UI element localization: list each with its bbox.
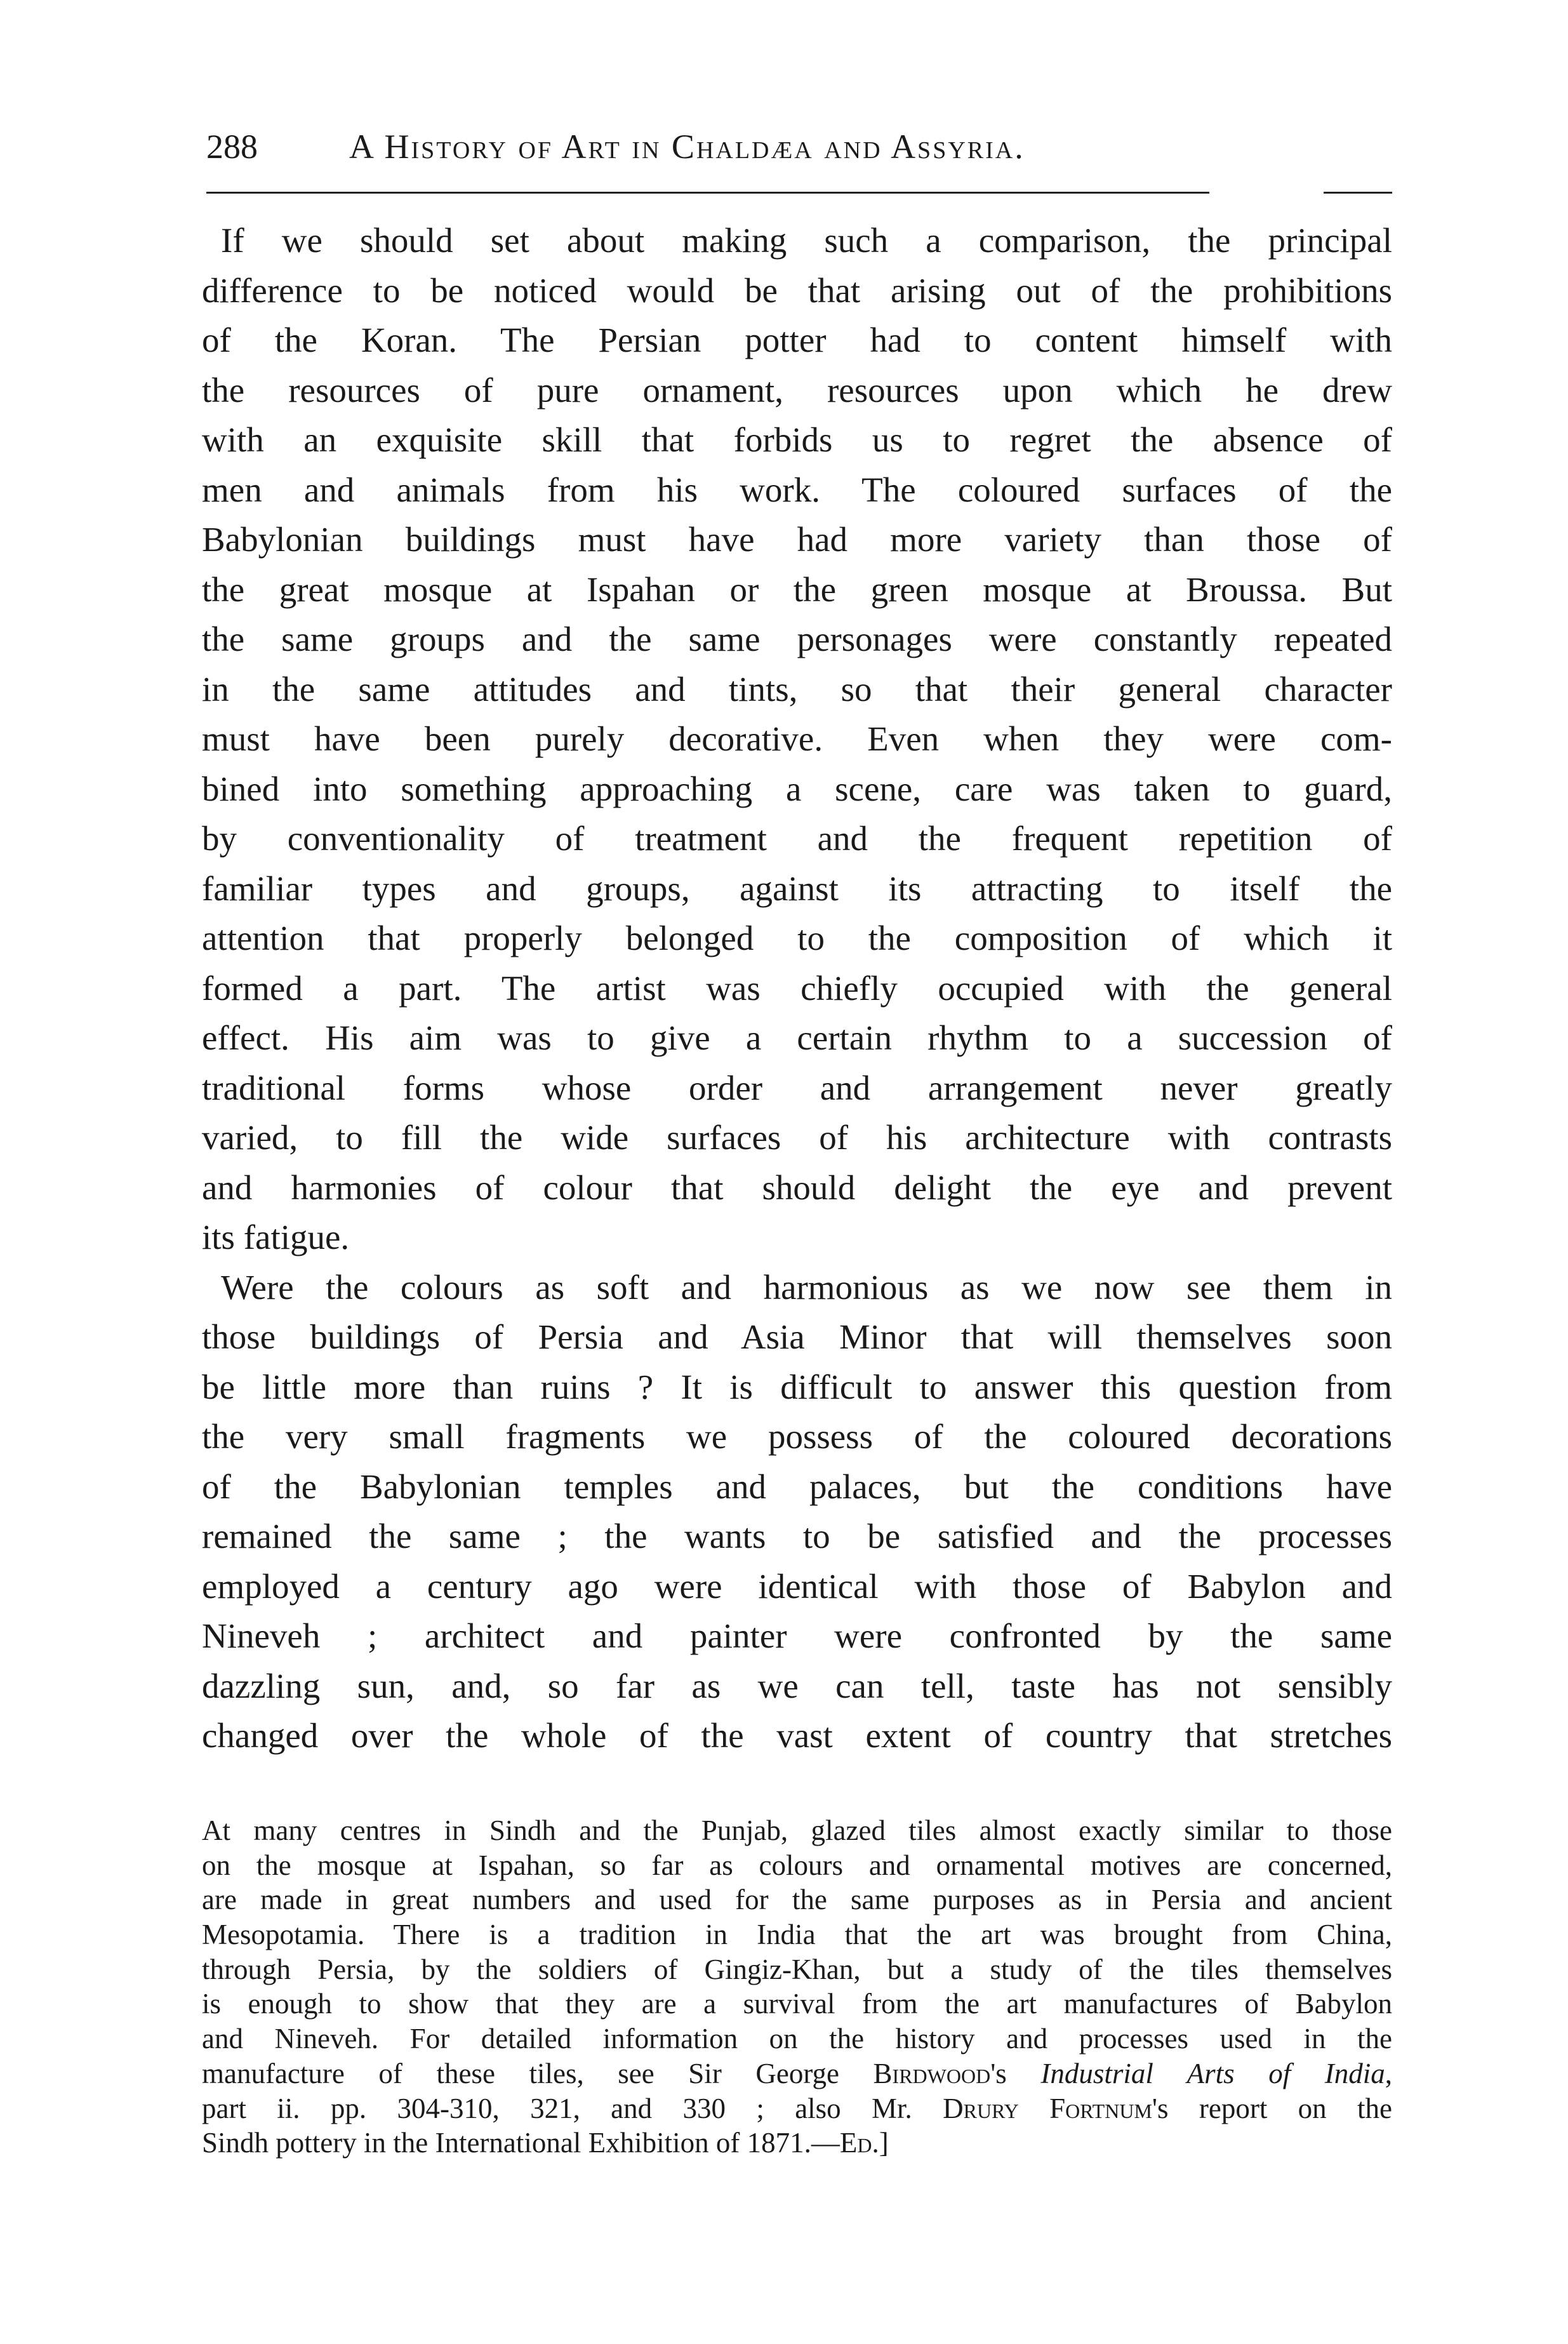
footnote-text: is enough to show that they are a survival from the art manufactures of Babylon xyxy=(202,1988,1392,2020)
footnote-line xyxy=(202,1987,1392,2021)
footnote-text: on the mosque at Ispahan, so far as colours and ornamental motives are concerned, xyxy=(202,1849,1392,1881)
footnote-text: ] xyxy=(879,2127,889,2159)
footnote-line xyxy=(202,2091,1392,2126)
text-line: the very small fragments we possess of the coloured decorations xyxy=(202,1417,1392,1456)
text-line: of the Koran. The Persian potter had to content himself with xyxy=(202,321,1392,359)
footnote-text: are made in great numbers and used for the same purposes as in Persia and ancient xyxy=(202,1884,1392,1916)
running-title: A History of Art in Chaldæa and Assyria. xyxy=(349,128,1025,166)
text-line: changed over the whole of the vast extent of country that stretches xyxy=(202,1716,1392,1755)
footnote-line xyxy=(202,1952,1392,1987)
text-line: Babylonian buildings must have had more variety than those of xyxy=(202,520,1392,559)
footnote-line xyxy=(202,2126,1392,2161)
text-line: of the Babylonian temples and palaces, but the conditions have xyxy=(202,1467,1392,1506)
footnote-text: Sindh pottery in the International Exhibition of 1871.— xyxy=(202,2127,840,2159)
footnote-text: 's report on the xyxy=(1152,2092,1392,2124)
paragraph xyxy=(202,1263,1392,1761)
header-rule xyxy=(206,192,1209,194)
footnote-text: At many centres in Sindh and the Punjab, glazed tiles almost exactly similar to those xyxy=(202,1815,1392,1846)
running-header xyxy=(206,127,1393,178)
text-line: the great mosque at Ispahan or the green mosque at Broussa. But xyxy=(202,569,1392,609)
text-line: familiar types and groups, against its attracting to itself the xyxy=(202,869,1392,908)
paragraph xyxy=(202,216,1392,1263)
footnote xyxy=(202,1813,1392,2161)
footnote-line xyxy=(202,1813,1392,1848)
page-number: 288 xyxy=(206,128,258,166)
text-line: those buildings of Persia and Asia Minor that will themselves soon xyxy=(202,1317,1392,1356)
author-name: Ed. xyxy=(839,2127,879,2159)
footnote-text: , xyxy=(1385,2057,1392,2089)
text-line: If we should set about making such a comparison, the principal xyxy=(221,221,1392,260)
text-line: difference to be noticed would be that arising out of the prohibitions xyxy=(202,270,1392,310)
footnote-text: 's xyxy=(990,2057,1041,2089)
author-name: Drury Fortnum xyxy=(943,2092,1152,2124)
book-title: Industrial Arts of India xyxy=(1040,2057,1385,2089)
text-line: bined into something approaching a scene, care was taken to guard, xyxy=(202,769,1392,808)
text-line: varied, to fill the wide surfaces of his architecture with contrasts xyxy=(202,1118,1392,1157)
footnote-line xyxy=(202,2056,1392,2091)
text-line: its fatigue. xyxy=(202,1218,350,1256)
text-line: traditional forms whose order and arrangement never greatly xyxy=(202,1068,1392,1107)
footnote-text: through Persia, by the soldiers of Gingiz-Khan, but a study of the tiles themselves xyxy=(202,1953,1392,1985)
text-line: attention that properly belonged to the composition of which it xyxy=(202,919,1392,957)
text-line: with an exquisite skill that forbids us to regret the absence of xyxy=(202,420,1392,459)
text-line: Were the colours as soft and harmonious as we now see them in xyxy=(221,1267,1392,1307)
text-line: remained the same ; the wants to be satisfied and the processes xyxy=(202,1517,1392,1555)
footnote-line xyxy=(202,1917,1392,1952)
text-line: Nineveh ; architect and painter were confronted by the same xyxy=(202,1616,1392,1655)
text-line: by conventionality of treatment and the frequent repetition of xyxy=(202,819,1392,858)
text-line: dazzling sun, and, so far as we can tell, taste has not sensibly xyxy=(202,1666,1392,1705)
footnote-line xyxy=(202,2021,1392,2056)
text-line: formed a part. The artist was chiefly occupied with the general xyxy=(202,968,1392,1008)
body-text xyxy=(202,216,1392,1761)
text-line: the same groups and the same personages were constantly repeated xyxy=(202,620,1392,658)
text-line: must have been purely decorative. Even when they were com- xyxy=(202,719,1392,758)
footnote-line xyxy=(202,1848,1392,1883)
footnote-text: part ii. pp. 304-310, 321, and 330 ; also Mr. xyxy=(202,2092,943,2124)
text-line: employed a century ago were identical with those of Babylon and xyxy=(202,1566,1392,1606)
footnote-text: Mesopotamia. There is a tradition in India that the art was brought from China, xyxy=(202,1919,1392,1951)
text-line: men and animals from his work. The coloured surfaces of the xyxy=(202,470,1392,509)
footnote-text: manufacture of these tiles, see Sir George xyxy=(202,2057,874,2089)
header-rule-segment xyxy=(1324,192,1392,194)
footnote-line xyxy=(202,1882,1392,1917)
text-line: and harmonies of colour that should delight the eye and prevent xyxy=(202,1168,1392,1207)
text-line: effect. His aim was to give a certain rhythm to a succession of xyxy=(202,1018,1392,1057)
text-line: the resources of pure ornament, resources upon which he drew xyxy=(202,370,1392,410)
footnote-text: and Nineveh. For detailed information on the history and processes used in the xyxy=(202,2023,1392,2055)
author-name: Birdwood xyxy=(873,2057,991,2089)
text-line: in the same attitudes and tints, so that their general character xyxy=(202,669,1392,709)
text-line: be little more than ruins ? It is difficult to answer this question from xyxy=(202,1367,1392,1406)
